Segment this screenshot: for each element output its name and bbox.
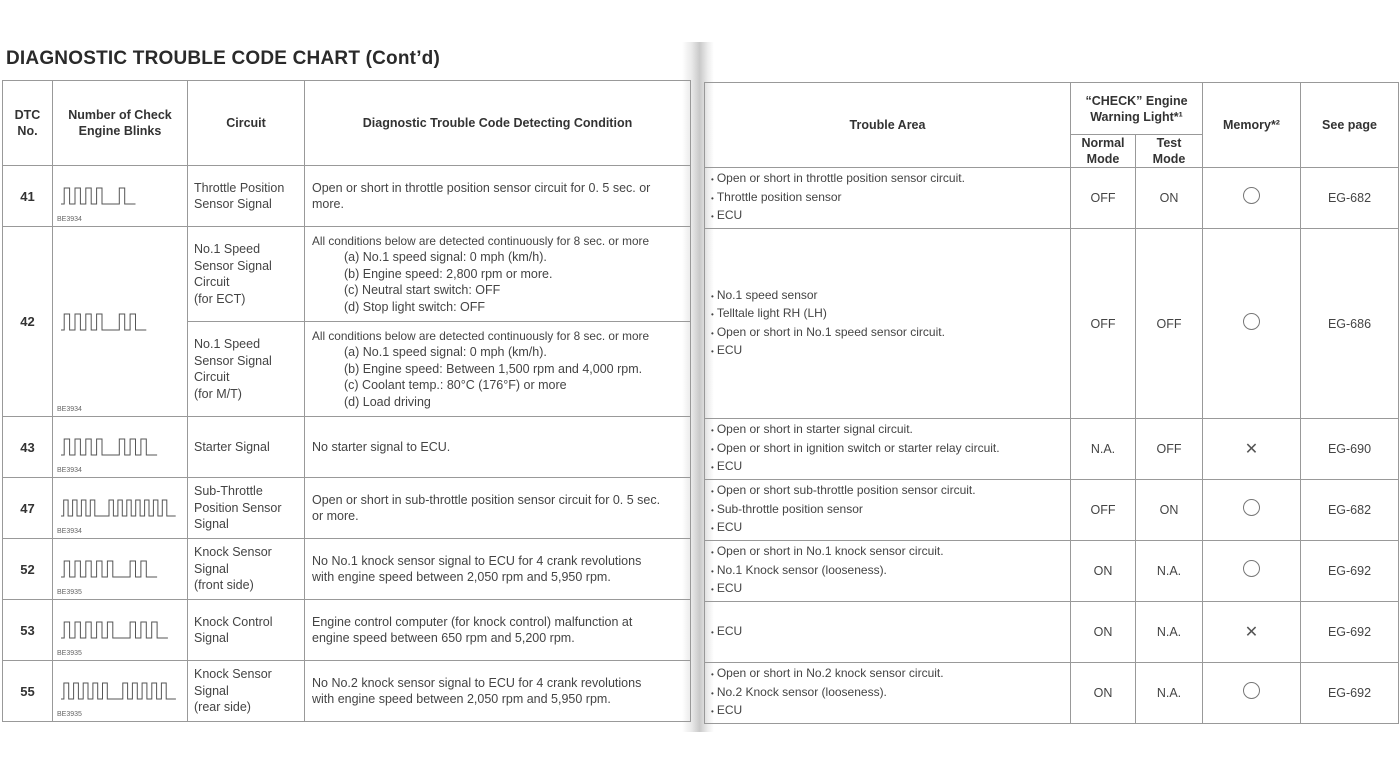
blink-waveform-path xyxy=(61,314,146,330)
text-line: (d) Load driving xyxy=(344,394,431,409)
normal-mode-value: OFF xyxy=(1071,480,1136,541)
figure-code: BE3935 xyxy=(57,650,82,657)
blink-waveform-path xyxy=(61,188,136,204)
text-line: with engine speed between 2,050 rpm and 5,950 rpm. xyxy=(312,692,611,706)
trouble-area-line: • Throttle position sensor xyxy=(711,189,1064,208)
memory-cell xyxy=(1203,602,1301,663)
blink-pattern xyxy=(53,539,188,600)
blink-waveform-icon xyxy=(61,495,181,521)
circuit-cell xyxy=(188,539,305,600)
trouble-area-line: • ECU xyxy=(711,519,1064,538)
table-row xyxy=(3,539,691,600)
text-line: engine speed between 650 rpm and 5,200 rpm. xyxy=(312,631,575,645)
left-code-table xyxy=(2,80,691,722)
trouble-area-cell xyxy=(705,602,1071,663)
text-line: (a) No.1 speed signal: 0 mph (km/h). xyxy=(344,345,547,360)
circle-mark-icon xyxy=(1243,560,1260,577)
trouble-area-line: • ECU xyxy=(711,458,1064,477)
header-circuit: Circuit xyxy=(188,81,305,166)
trouble-area-line: • ECU xyxy=(711,207,1064,226)
trouble-area-line: • ECU xyxy=(711,702,1064,721)
circle-mark-icon xyxy=(1243,682,1260,699)
text-line: No starter signal to ECU. xyxy=(312,439,451,454)
trouble-area-line: • Open or short in starter signal circuit. xyxy=(711,421,1064,440)
text-line: (rear side) xyxy=(194,700,251,715)
normal-mode-value: ON xyxy=(1071,663,1136,724)
test-mode-value: OFF xyxy=(1136,419,1203,480)
blink-waveform-path xyxy=(61,561,157,577)
dtc-number: 52 xyxy=(3,539,53,600)
trouble-area-line: • Open or short in ignition switch or starter relay circuit. xyxy=(711,440,1064,459)
table-row xyxy=(705,480,1399,541)
blink-waveform-icon xyxy=(61,556,181,582)
memory-cell xyxy=(1203,229,1301,419)
text-line: (d) Stop light switch: OFF xyxy=(344,299,486,314)
trouble-area-cell xyxy=(705,663,1071,724)
table-row xyxy=(3,166,691,227)
trouble-area-line: • Open or short in throttle position sensor circuit. xyxy=(711,170,1064,189)
blink-waveform-path xyxy=(61,439,157,455)
text-line: Throttle Position xyxy=(194,180,285,195)
text-line: (a) No.1 speed signal: 0 mph (km/h). xyxy=(344,250,547,265)
condition-cell xyxy=(305,478,691,539)
dtc-number: 43 xyxy=(3,417,53,478)
table-row xyxy=(3,600,691,661)
see-page-value: EG-692 xyxy=(1301,602,1399,663)
text-line: Starter Signal xyxy=(194,439,270,454)
normal-mode-value: ON xyxy=(1071,541,1136,602)
circuit-cell xyxy=(188,661,305,722)
blink-pattern xyxy=(53,661,188,722)
text-line: Sensor Signal xyxy=(194,258,272,273)
text-line: Open or short in sub-throttle position sensor circuit for 0. 5 sec. xyxy=(312,492,661,507)
see-page-value: EG-692 xyxy=(1301,663,1399,724)
header-see-page: See page xyxy=(1301,83,1399,168)
figure-code: BE3934 xyxy=(57,528,82,535)
memory-cell xyxy=(1203,419,1301,480)
circuit-cell xyxy=(188,322,305,417)
see-page-value: EG-690 xyxy=(1301,419,1399,480)
circuit-cell xyxy=(188,478,305,539)
normal-mode-value: N.A. xyxy=(1071,419,1136,480)
header-trouble-area: Trouble Area xyxy=(705,83,1071,168)
figure-code: BE3935 xyxy=(57,711,82,718)
text-line: (b) Engine speed: 2,800 rpm or more. xyxy=(344,266,553,281)
trouble-area-line: • Sub-throttle position sensor xyxy=(711,501,1064,520)
trouble-area-line: • No.1 Knock sensor (looseness). xyxy=(711,562,1064,581)
text-line: Sensor Signal xyxy=(194,353,272,368)
text-line: (for M/T) xyxy=(194,386,242,401)
circuit-cell xyxy=(188,417,305,478)
condition-cell xyxy=(305,600,691,661)
table-row xyxy=(705,663,1399,724)
trouble-area-line: • No.1 speed sensor xyxy=(711,287,1064,306)
dtc-number: 42 xyxy=(3,227,53,417)
condition-cell xyxy=(305,417,691,478)
condition-cell xyxy=(305,322,691,417)
blink-waveform-icon xyxy=(61,183,181,209)
see-page-value: EG-692 xyxy=(1301,541,1399,602)
text-line: No.1 Speed xyxy=(194,337,261,351)
figure-code: BE3934 xyxy=(57,406,82,413)
header-normal-mode: Normal Mode xyxy=(1071,135,1136,168)
circle-mark-icon xyxy=(1243,499,1260,516)
trouble-area-line: • Open or short in No.1 speed sensor circuit. xyxy=(711,324,1064,343)
figure-code: BE3934 xyxy=(57,467,82,474)
text-line: Knock Sensor xyxy=(194,545,272,560)
text-line: Signal xyxy=(194,683,229,698)
dtc-number: 53 xyxy=(3,600,53,661)
text-line: more. xyxy=(312,197,344,211)
text-line: (front side) xyxy=(194,578,254,593)
text-line: Circuit xyxy=(194,370,230,384)
memory-cell xyxy=(1203,168,1301,229)
blink-waveform-path xyxy=(61,500,176,516)
page-title: DIAGNOSTIC TROUBLE CODE CHART (Cont’d) xyxy=(6,48,441,69)
text-line: Knock Control xyxy=(194,614,273,629)
figure-code: BE3935 xyxy=(57,589,82,596)
header-check-light: “CHECK” Engine Warning Light*¹ xyxy=(1071,83,1203,135)
test-mode-value: OFF xyxy=(1136,229,1203,419)
trouble-area-line: • Telltale light RH (LH) xyxy=(711,305,1064,324)
circle-mark-icon xyxy=(1243,313,1260,330)
text-line: No No.1 knock sensor signal to ECU for 4 crank revolutions xyxy=(312,553,642,568)
table-row xyxy=(705,419,1399,480)
table-row xyxy=(705,541,1399,602)
test-mode-value: N.A. xyxy=(1136,541,1203,602)
text-line: No No.2 knock sensor signal to ECU for 4 crank revolutions xyxy=(312,675,642,690)
memory-cell xyxy=(1203,663,1301,724)
blink-pattern xyxy=(53,417,188,478)
text-line: Signal xyxy=(194,561,229,576)
table-row xyxy=(3,661,691,722)
test-mode-value: N.A. xyxy=(1136,602,1203,663)
table-row xyxy=(3,478,691,539)
x-mark-icon: ✕ xyxy=(1244,441,1259,458)
condition-heading: All conditions below are detected continuously for 8 sec. or more xyxy=(312,233,650,248)
text-line: Signal xyxy=(194,517,229,532)
blink-pattern xyxy=(53,166,188,227)
header-memory: Memory*² xyxy=(1203,83,1301,168)
trouble-area-line: • ECU xyxy=(711,580,1064,599)
figure-code: BE3934 xyxy=(57,216,82,223)
condition-cell xyxy=(305,661,691,722)
blink-waveform-icon xyxy=(61,309,181,335)
text-line: Sub-Throttle xyxy=(194,484,263,499)
normal-mode-value: OFF xyxy=(1071,168,1136,229)
condition-cell xyxy=(305,539,691,600)
trouble-area-cell xyxy=(705,480,1071,541)
trouble-area-line: • Open or short in No.2 knock sensor circuit. xyxy=(711,665,1064,684)
circuit-cell xyxy=(188,166,305,227)
condition-heading: All conditions below are detected continuously for 8 sec. or more xyxy=(312,328,650,343)
text-line: (c) Coolant temp.: 80°C (176°F) or more xyxy=(344,378,567,393)
text-line: or more. xyxy=(312,509,359,523)
text-line: (for ECT) xyxy=(194,291,246,306)
table-row xyxy=(705,229,1399,419)
see-page-value: EG-682 xyxy=(1301,480,1399,541)
test-mode-value: ON xyxy=(1136,480,1203,541)
memory-cell xyxy=(1203,541,1301,602)
dtc-number: 41 xyxy=(3,166,53,227)
normal-mode-value: OFF xyxy=(1071,229,1136,419)
condition-cell xyxy=(305,166,691,227)
table-row xyxy=(3,417,691,478)
header-test-mode: Test Mode xyxy=(1136,135,1203,168)
text-line: Position Sensor xyxy=(194,500,282,515)
trouble-area-line: • No.2 Knock sensor (looseness). xyxy=(711,684,1064,703)
text-line: (b) Engine speed: Between 1,500 rpm and 4,000 rpm. xyxy=(344,361,643,376)
table-row xyxy=(3,227,691,322)
circuit-cell xyxy=(188,227,305,322)
blink-waveform-icon xyxy=(61,434,181,460)
text-line: No.1 Speed xyxy=(194,242,261,256)
table-row xyxy=(705,168,1399,229)
test-mode-value: ON xyxy=(1136,168,1203,229)
trouble-area-line: • Open or short in No.1 knock sensor circuit. xyxy=(711,543,1064,562)
blink-waveform-path xyxy=(61,622,168,638)
trouble-area-line: • ECU xyxy=(711,623,1064,642)
blink-pattern xyxy=(53,227,188,417)
blink-pattern xyxy=(53,478,188,539)
text-line: with engine speed between 2,050 rpm and 5,950 rpm. xyxy=(312,570,611,584)
trouble-area-cell xyxy=(705,541,1071,602)
header-condition: Diagnostic Trouble Code Detecting Condition xyxy=(305,81,691,166)
trouble-area-line: • ECU xyxy=(711,342,1064,361)
blink-waveform-icon xyxy=(61,678,181,704)
dtc-number: 47 xyxy=(3,478,53,539)
header-blinks: Number of Check Engine Blinks xyxy=(53,81,188,166)
text-line: (c) Neutral start switch: OFF xyxy=(344,283,501,298)
blink-pattern xyxy=(53,600,188,661)
x-mark-icon: ✕ xyxy=(1244,624,1259,641)
circuit-cell xyxy=(188,600,305,661)
normal-mode-value: ON xyxy=(1071,602,1136,663)
text-line: Signal xyxy=(194,631,229,645)
blink-waveform-path xyxy=(61,683,176,699)
trouble-area-cell xyxy=(705,419,1071,480)
text-line: Knock Sensor xyxy=(194,667,272,682)
see-page-value: EG-682 xyxy=(1301,168,1399,229)
text-line: Circuit xyxy=(194,275,230,289)
header-dtc: DTC No. xyxy=(3,81,53,166)
memory-cell xyxy=(1203,480,1301,541)
trouble-area-line: • Open or short sub-throttle position sensor circuit. xyxy=(711,482,1064,501)
text-line: Sensor Signal xyxy=(194,197,272,211)
right-code-table xyxy=(704,82,1399,724)
circle-mark-icon xyxy=(1243,187,1260,204)
trouble-area-cell xyxy=(705,229,1071,419)
condition-cell xyxy=(305,227,691,322)
see-page-value: EG-686 xyxy=(1301,229,1399,419)
trouble-area-cell xyxy=(705,168,1071,229)
dtc-number: 55 xyxy=(3,661,53,722)
text-line: Open or short in throttle position sensor circuit for 0. 5 sec. or xyxy=(312,180,651,195)
table-row xyxy=(705,602,1399,663)
blink-waveform-icon xyxy=(61,617,181,643)
test-mode-value: N.A. xyxy=(1136,663,1203,724)
text-line: Engine control computer (for knock control) malfunction at xyxy=(312,614,633,629)
